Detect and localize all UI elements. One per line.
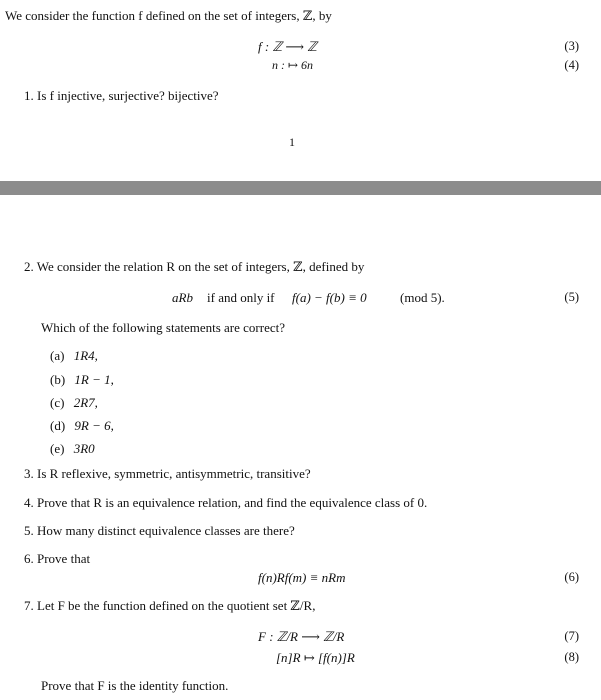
- option-c-label: (c): [50, 395, 65, 410]
- equation-5-left: aRb: [172, 290, 193, 305]
- option-a-text: 1R4,: [73, 348, 98, 363]
- page-number: 1: [289, 135, 295, 149]
- final-instruction: Prove that F is the identity function.: [41, 678, 229, 693]
- option-d-label: (d): [50, 418, 66, 433]
- equation-4: n : ↦ 6n: [272, 58, 314, 72]
- equation-5-right: f(a) − f(b) ≡ 0: [292, 290, 367, 305]
- option-c-text: 2R7,: [73, 395, 98, 410]
- question-2: 2. We consider the relation R on the set of integers, ℤ, defined by: [24, 259, 365, 274]
- question-4: 4. Prove that R is an equivalence relation, and find the equivalence class of 0.: [24, 495, 428, 510]
- option-e-text: 3R0: [73, 441, 95, 456]
- question-1: 1. Is f injective, surjective? bijective?: [24, 88, 219, 103]
- equation-7: F : ℤ/R ⟶ ℤ/R: [258, 629, 345, 644]
- equation-5-mid: if and only if: [207, 290, 275, 305]
- equation-3: f : ℤ ⟶ ℤ: [258, 39, 317, 54]
- option-d-text: 9R − 6,: [74, 418, 114, 433]
- option-b: [50, 372, 114, 388]
- equation-5-mod: (mod 5).: [400, 290, 445, 305]
- option-b-label: (b): [50, 372, 66, 387]
- page-separator: [0, 181, 601, 195]
- option-b-text: 1R − 1,: [74, 372, 114, 387]
- equation-5-number: (5): [564, 290, 579, 304]
- question-3: 3. Is R reflexive, symmetric, antisymmetric, transitive?: [24, 466, 311, 481]
- option-d: [50, 418, 114, 434]
- question-6: 6. Prove that: [24, 551, 91, 566]
- equation-3-number: (3): [564, 39, 579, 53]
- option-a: [50, 348, 98, 364]
- which-statements: Which of the following statements are correct?: [41, 320, 286, 335]
- option-a-label: (a): [50, 348, 65, 363]
- equation-6-number: (6): [564, 570, 579, 584]
- equation-8: [n]R ↦ [f(n)]R: [276, 650, 355, 665]
- question-5: 5. How many distinct equivalence classes are there?: [24, 523, 295, 538]
- option-e: [50, 441, 95, 457]
- equation-4-number: (4): [564, 58, 579, 72]
- equation-8-number: (8): [564, 650, 579, 664]
- equation-6: f(n)Rf(m) ≡ nRm: [258, 570, 346, 585]
- option-e-label: (e): [50, 441, 65, 456]
- intro-text: We consider the function f defined on the set of integers, ℤ, by: [5, 8, 332, 23]
- question-7: 7. Let F be the function defined on the quotient set ℤ/R,: [24, 598, 316, 613]
- option-c: [50, 395, 98, 411]
- equation-7-number: (7): [564, 629, 579, 643]
